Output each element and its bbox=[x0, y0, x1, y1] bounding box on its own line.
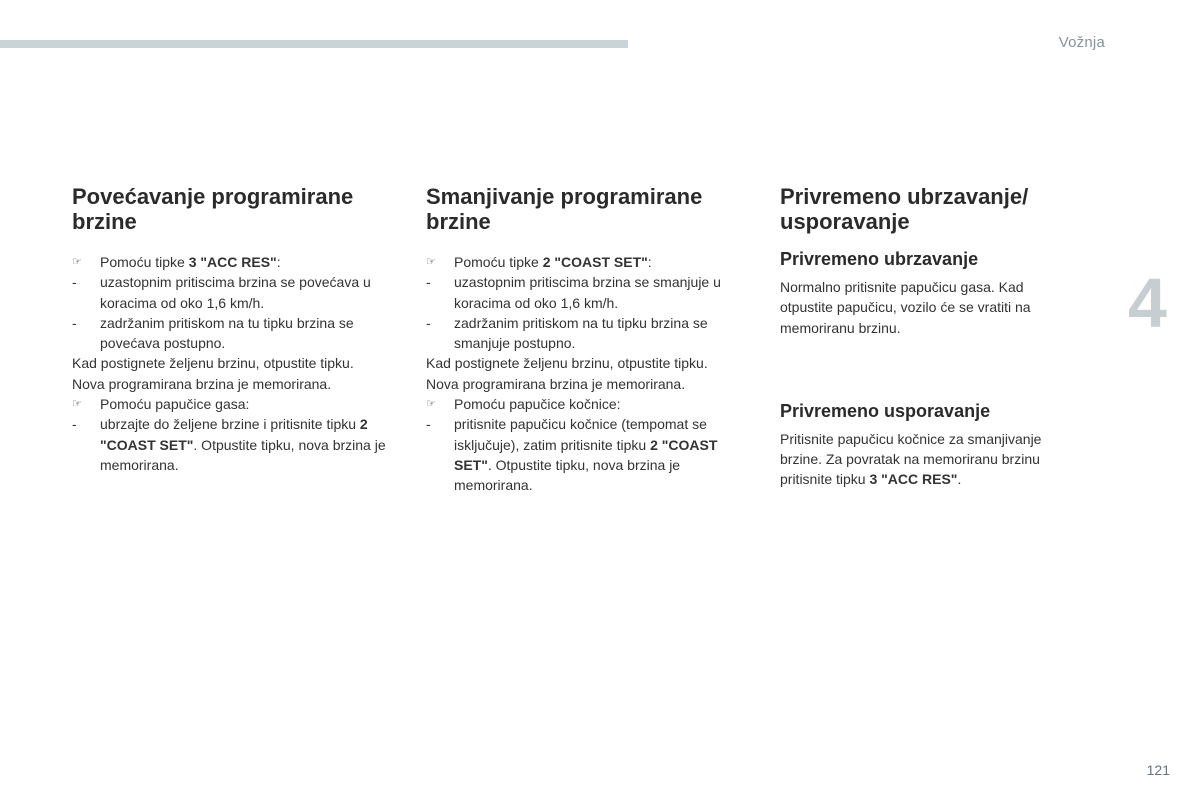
list-item: - zadržanim pritiskom na tu tipku brzina se smanjuje postupno. bbox=[426, 314, 708, 352]
list-item: - ubrzajte do željene brzine i pritisnite tipku 2 "COAST SET". Otpustite tipku, nova brzina je memorirana. bbox=[72, 416, 386, 473]
section-heading: Privremeno ubrzavanje/ usporavanje bbox=[780, 184, 1029, 234]
section-increase-speed bbox=[72, 184, 402, 475]
header-rule bbox=[0, 40, 628, 48]
chapter-number: 4 bbox=[1128, 264, 1167, 342]
subsection-accelerate bbox=[780, 248, 1080, 338]
subsection-decelerate bbox=[780, 400, 1080, 490]
dash-marker: - bbox=[72, 274, 77, 291]
section-decrease-speed bbox=[426, 184, 756, 496]
list-item: - pritisnite papučicu kočnice (tempomat se isključuje), zatim pritisnite tipku 2 "COAST SET". Otpustite tipku, nova brzina je memorirana. bbox=[426, 416, 718, 494]
list-item: - uzastopnim pritiscima brzina se smanjuje u koracima od oko 1,6 km/h. bbox=[426, 274, 721, 311]
section-heading: Smanjivanje programirane brzine bbox=[426, 184, 703, 234]
pointing-hand-icon: ☞ bbox=[426, 398, 436, 411]
list-item: ☞ Pomoću tipke 3 "ACC RES": bbox=[72, 252, 402, 272]
section-temporary-speed bbox=[780, 184, 1080, 490]
dash-marker: - bbox=[72, 314, 77, 331]
paragraph: Normalno pritisnite papučicu gasa. Kad otpustite papučicu, vozilo će se vratiti na memoriranu brzinu. bbox=[780, 279, 1031, 336]
pointing-hand-icon: ☞ bbox=[72, 398, 82, 411]
dash-marker: - bbox=[426, 416, 431, 433]
paragraph: Kad postignete željenu brzinu, otpustite tipku. bbox=[426, 355, 708, 372]
page-number: 121 bbox=[1146, 762, 1170, 778]
list-item: ☞ Pomoću papučice kočnice: bbox=[426, 394, 756, 414]
paragraph: Nova programirana brzina je memorirana. bbox=[72, 375, 332, 392]
list-item: ☞ Pomoću papučice gasa: bbox=[72, 394, 402, 414]
dash-marker: - bbox=[426, 314, 431, 331]
section-body bbox=[72, 252, 402, 475]
pointing-hand-icon: ☞ bbox=[72, 256, 82, 268]
list-item: - uzastopnim pritiscima brzina se povećava u koracima od oko 1,6 km/h. bbox=[72, 274, 371, 311]
dash-marker: - bbox=[72, 416, 77, 433]
pointing-hand-icon: ☞ bbox=[426, 256, 436, 268]
section-title: Vožnja bbox=[1058, 34, 1105, 51]
subsection-heading: Privremeno ubrzavanje bbox=[780, 249, 979, 269]
dash-marker: - bbox=[426, 274, 431, 291]
paragraph: Kad postignete željenu brzinu, otpustite tipku. bbox=[72, 355, 354, 372]
subsection-heading: Privremeno usporavanje bbox=[780, 400, 991, 421]
paragraph: Pritisnite papučicu kočnice za smanjivanje brzine. Za povratak na memoriranu brzinu pritisnite tipku 3 "ACC RES". bbox=[780, 430, 1042, 488]
list-item: ☞ Pomoću tipke 2 "COAST SET": bbox=[426, 252, 756, 272]
section-heading: Povećavanje programirane brzine bbox=[72, 184, 354, 234]
paragraph: Nova programirana brzina je memorirana. bbox=[426, 375, 686, 392]
list-item: - zadržanim pritiskom na tu tipku brzina se povećava postupno. bbox=[72, 314, 354, 352]
section-body bbox=[426, 252, 756, 496]
